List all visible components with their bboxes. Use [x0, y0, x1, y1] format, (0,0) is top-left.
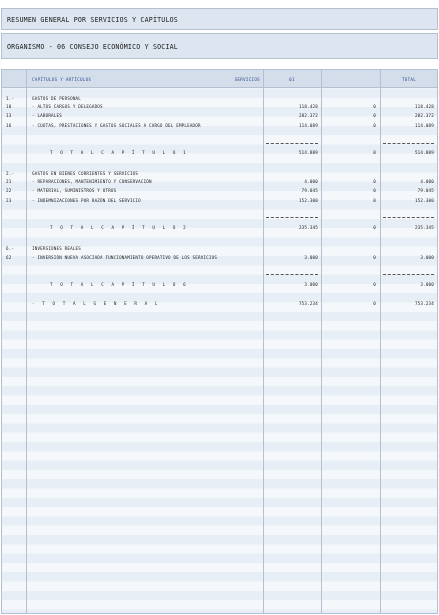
row-description: - ALTOS CARGOS Y DELEGADOS [32, 104, 103, 109]
report-title-bar [1, 8, 438, 30]
row-column-2-value: 0 [373, 104, 376, 109]
subtotal-rule [266, 143, 318, 144]
row-total-value: 514.889 [414, 150, 434, 155]
row-code: 22 [6, 188, 12, 193]
row-description: - LABORALES [32, 113, 62, 118]
row-service-01-value: 3.000 [304, 255, 318, 260]
row-service-01-value: 152.300 [298, 198, 318, 203]
row-total-value: 3.000 [420, 255, 434, 260]
row-description: - CUOTAS, PRESTACIONES Y GASTOS SOCIALES A CARGO DEL EMPLEADOR [32, 123, 201, 128]
row-column-2-value: 0 [373, 255, 376, 260]
subtotal-rule [266, 217, 318, 218]
subtotal-rule [383, 217, 434, 218]
header-chapters: CAPÍTULOS Y ARTÍCULOS [32, 77, 92, 82]
row-column-2-value: 0 [373, 123, 376, 128]
row-code: 2.- [6, 171, 15, 176]
row-column-2-value: 0 [373, 150, 376, 155]
row-code: 16 [6, 123, 12, 128]
row-service-01-value: 753.234 [298, 301, 318, 306]
row-code: 13 [6, 113, 12, 118]
row-description: INVERSIONES REALES [32, 246, 81, 251]
row-column-2-value: 0 [373, 225, 376, 230]
organism-bar [1, 33, 438, 59]
row-service-01-value: 3.000 [304, 282, 318, 287]
row-total-value: 118.428 [414, 104, 434, 109]
row-code: 23 [6, 198, 12, 203]
total-label: T O T A L C A P Í T U L O 1 [50, 150, 189, 155]
row-column-2-value: 0 [373, 188, 376, 193]
column-divider [26, 70, 27, 613]
row-code: 21 [6, 179, 12, 184]
header-total: TOTAL [401, 77, 417, 82]
row-service-01-value: 282.372 [298, 113, 318, 118]
row-service-01-value: 514.889 [298, 150, 318, 155]
organism-name: ORGANISMO - 06 CONSEJO ECONÓMICO Y SOCIAL [7, 43, 178, 51]
row-service-01-value: 235.345 [298, 225, 318, 230]
row-description: - INVERSIÓN NUEVA ASOCIADA FUNCIONAMIENTO OPERATIVO DE LOS SERVICIOS [32, 255, 218, 260]
row-total-value: 3.000 [420, 282, 434, 287]
total-label: T O T A L C A P Í T U L O 2 [50, 225, 189, 230]
row-code: 62 [6, 255, 12, 260]
row-description: - MATERIAL, SUMINISTROS Y OTROS [32, 188, 117, 193]
row-description: - INDEMNIZACIONES POR RAZÓN DEL SERVICIO [32, 198, 141, 203]
row-column-2-value: 0 [373, 113, 376, 118]
column-divider [263, 70, 264, 613]
row-total-value: 79.045 [417, 188, 434, 193]
row-total-value: 753.234 [414, 301, 434, 306]
total-label: - T O T A L G E N E R A L [32, 301, 161, 306]
row-total-value: 282.372 [414, 113, 434, 118]
subtotal-rule [383, 143, 434, 144]
subtotal-rule [383, 274, 434, 275]
row-column-2-value: 0 [373, 301, 376, 306]
row-description: - REPARACIONES, MANTENIMIENTO Y CONSERVACIÓN [32, 179, 152, 184]
row-total-value: 114.089 [414, 123, 434, 128]
row-service-01-value: 114.089 [298, 123, 318, 128]
header-col-01: 01 [289, 77, 295, 82]
row-service-01-value: 79.045 [301, 188, 318, 193]
row-description: GASTOS DE PERSONAL [32, 96, 81, 101]
row-column-2-value: 0 [373, 179, 376, 184]
row-description: GASTOS EN BIENES CORRIENTES Y SERVICIOS [32, 171, 139, 176]
header-services: SERVICIOS [234, 77, 260, 82]
report-title: RESUMEN GENERAL POR SERVICIOS Y CAPÍTULOS [7, 16, 178, 24]
row-total-value: 152.300 [414, 198, 434, 203]
row-column-2-value: 0 [373, 198, 376, 203]
row-service-01-value: 118.428 [298, 104, 318, 109]
column-divider [380, 70, 381, 613]
row-code: 1.- [6, 96, 15, 101]
total-label: T O T A L C A P Í T U L O 6 [50, 282, 189, 287]
row-service-01-value: 4.000 [304, 179, 318, 184]
row-code: 10 [6, 104, 12, 109]
row-total-value: 235.345 [414, 225, 434, 230]
row-column-2-value: 0 [373, 282, 376, 287]
row-total-value: 4.000 [420, 179, 434, 184]
budget-table [1, 69, 438, 614]
row-code: 6.- [6, 246, 15, 251]
subtotal-rule [266, 274, 318, 275]
column-divider [321, 70, 322, 613]
